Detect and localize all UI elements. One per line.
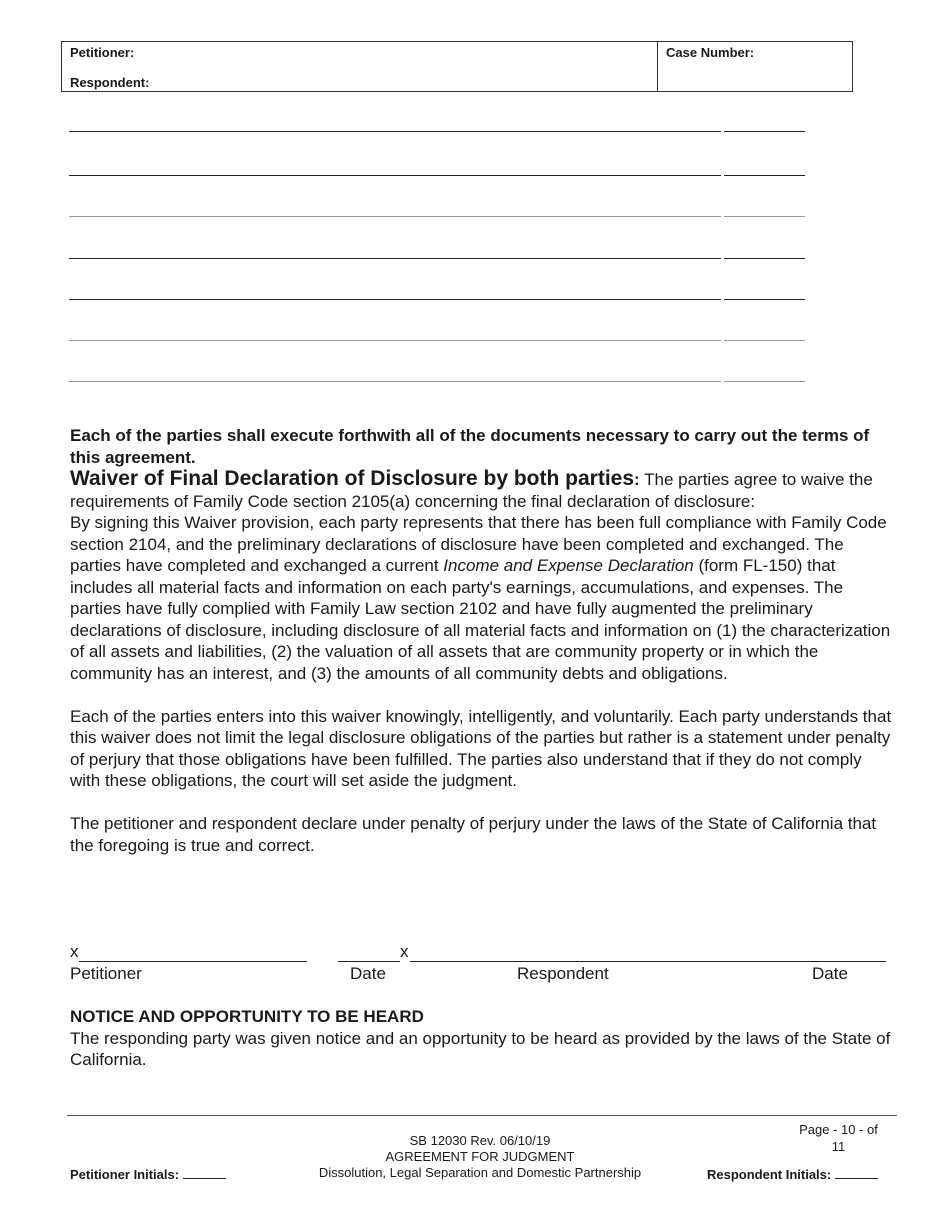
parties-cell [62, 42, 658, 91]
respondent-date-label: Date [812, 964, 848, 983]
agreement-body [70, 425, 896, 856]
respondent-initials [707, 1167, 878, 1182]
form-subtitle: Dissolution, Legal Separation and Domestic Partnership [318, 1165, 642, 1180]
petitioner-initials [70, 1167, 226, 1182]
petitioner-initials-label: Petitioner Initials: [70, 1167, 180, 1182]
respondent-initials-label: Respondent Initials: [707, 1167, 832, 1182]
form-number: SB 12030 Rev. 06/10/19 [409, 1133, 551, 1148]
waiver-paragraph-1 [70, 512, 896, 684]
form-title: AGREEMENT FOR JUDGMENT [385, 1149, 575, 1164]
petitioner-x-mark: x [70, 942, 79, 961]
execute-documents-clause: Each of the parties shall execute forthwith all of the documents necessary to carry out the terms of this agreement. [70, 426, 870, 467]
respondent-initials-field[interactable] [835, 1167, 878, 1179]
waiver-paragraph-2: Each of the parties enters into this waiver knowingly, intelligently, and voluntarily. Each party understands that this waiver does not limit the legal disclosure obligations of the parties but rather is a statement under penalty of perjury that those obligations have been fulfilled. The parties also understand that if they do not comply with these obligations, the court will set aside the judgment. [70, 706, 892, 790]
notice-heading: NOTICE AND OPPORTUNITY TO BE HEARD [70, 1007, 424, 1026]
waiver-intro-text: The parties agree to waive the requirements of Family Code section 2105(a) concerning the final declaration of disclosure: [70, 470, 873, 511]
case-number-label: Case Number: [666, 45, 755, 60]
waiver-heading-colon: : [634, 470, 640, 489]
page-total: 11 [831, 1139, 846, 1154]
page-indicator [780, 1121, 897, 1155]
form-footer [280, 1133, 680, 1181]
form-title-italic: Income and Expense Declaration [443, 556, 694, 575]
perjury-declaration: The petitioner and respondent declare under penalty of perjury under the laws of the State of California that the foregoing is true and correct. [70, 814, 877, 855]
case-number-cell [658, 42, 852, 91]
respondent-date-line[interactable] [776, 961, 886, 962]
petitioner-initials-field[interactable] [183, 1167, 226, 1179]
respondent-signature-line[interactable] [410, 961, 776, 962]
page-label: Page - 10 - of [799, 1122, 878, 1137]
notice-text: The responding party was given notice and an opportunity to be heard as provided by the laws of the State of California. [70, 1028, 891, 1069]
petitioner-signature-line[interactable] [79, 961, 307, 962]
footer-divider [67, 1115, 897, 1116]
notice-section [70, 1006, 896, 1071]
petitioner-date-line[interactable] [338, 961, 400, 962]
respondent-x-mark: x [400, 942, 409, 961]
waiver-p1-text-b: (form FL-150) that includes all material facts and information on each party's earnings, accumulations, and expenses. The parties have fully complied with Family Law section 2102 and have fully augmented the preliminary declarations of disclosure, including disclosure of all material facts and information on (1) the characterization of all assets and liabilities, (2) the valuation of all assets that are community property or in which the community has an interest, and (3) the amounts of all community debts and obligations. [70, 556, 891, 683]
respondent-label: Respondent: [70, 75, 150, 90]
signature-row [70, 942, 890, 992]
waiver-intro-paragraph [70, 468, 896, 512]
waiver-p1-text-a: By signing this Waiver provision, each party represents that there has been full compliance with Family Code section 2104, and the preliminary declarations of disclosure have been completed and exchanged. The parties have completed and exchanged a current [70, 513, 887, 575]
waiver-heading: Waiver of Final Declaration of Disclosure by both parties [70, 467, 635, 490]
respondent-signature-label: Respondent [517, 964, 609, 983]
case-header-box [61, 41, 853, 92]
petitioner-label: Petitioner: [70, 45, 135, 60]
petitioner-signature-label: Petitioner [70, 964, 142, 983]
petitioner-date-label: Date [350, 964, 386, 983]
